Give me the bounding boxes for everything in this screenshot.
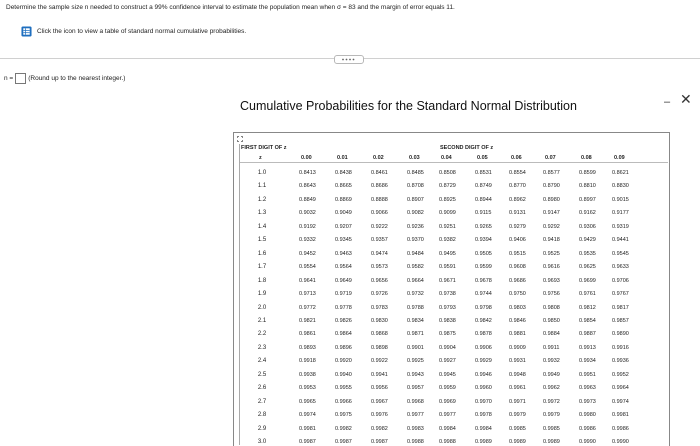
table-cell: 0.9162 xyxy=(579,210,596,217)
table-cell: 0.9922 xyxy=(371,358,388,365)
table-cell: 0.9649 xyxy=(335,277,352,284)
table-cell: 0.9986 xyxy=(579,425,596,432)
column-header: 0.03 xyxy=(409,155,420,161)
table-cell: 0.8830 xyxy=(612,183,629,190)
table-cell: 0.9896 xyxy=(335,344,352,351)
table-cell: 0.9656 xyxy=(371,277,388,284)
table-cell: 0.9966 xyxy=(335,398,352,405)
table-cell: 0.8980 xyxy=(543,196,560,203)
table-cell: 0.9147 xyxy=(543,210,560,217)
row-z-label: 2.0 xyxy=(257,304,267,311)
table-cell: 0.9484 xyxy=(407,250,424,257)
table-cell: 0.9236 xyxy=(407,223,424,230)
table-cell: 0.9973 xyxy=(579,398,596,405)
table-cell: 0.9292 xyxy=(543,223,560,230)
table-cell: 0.9969 xyxy=(439,398,456,405)
table-cell: 0.9983 xyxy=(407,425,424,432)
table-cell: 0.9987 xyxy=(371,439,388,445)
table-cell: 0.9535 xyxy=(579,250,596,257)
table-cell: 0.9948 xyxy=(509,371,526,378)
table-cell: 0.9394 xyxy=(475,237,492,244)
table-cell: 0.9306 xyxy=(579,223,596,230)
table-cell: 0.9918 xyxy=(299,358,316,365)
table-cell: 0.9756 xyxy=(543,291,560,298)
table-cell: 0.8869 xyxy=(335,196,352,203)
table-cell: 0.9049 xyxy=(335,210,352,217)
table-cell: 0.9599 xyxy=(475,264,492,271)
table-cell: 0.9987 xyxy=(335,439,352,445)
table-cell: 0.9750 xyxy=(509,291,526,298)
table-cell: 0.9949 xyxy=(543,371,560,378)
table-cell: 0.9909 xyxy=(509,344,526,351)
table-cell: 0.9990 xyxy=(612,439,629,445)
table-cell: 0.9976 xyxy=(371,412,388,419)
row-z-label: 2.1 xyxy=(257,317,267,324)
table-cell: 0.9990 xyxy=(579,439,596,445)
table-cell: 0.9985 xyxy=(543,425,560,432)
table-cell: 0.9761 xyxy=(579,291,596,298)
table-cell: 0.9913 xyxy=(579,344,596,351)
table-cell: 0.8485 xyxy=(407,170,424,176)
table-cell: 0.9989 xyxy=(509,439,526,445)
table-cell: 0.9965 xyxy=(299,398,316,405)
table-cell: 0.8749 xyxy=(475,183,492,190)
table-cell: 0.9982 xyxy=(371,425,388,432)
table-cell: 0.9938 xyxy=(299,371,316,378)
row-z-label: 2.8 xyxy=(257,412,267,419)
table-cell: 0.9345 xyxy=(335,237,352,244)
table-cell: 0.9842 xyxy=(475,317,492,324)
table-cell: 0.9963 xyxy=(579,385,596,392)
table-cell: 0.9015 xyxy=(612,196,629,203)
column-header: 0.04 xyxy=(441,155,452,161)
table-cell: 0.9616 xyxy=(543,264,560,271)
table-cell: 0.9032 xyxy=(299,210,316,217)
table-cell: 0.9920 xyxy=(335,358,352,365)
table-cell: 0.9931 xyxy=(509,358,526,365)
table-cell: 0.8438 xyxy=(335,170,352,176)
table-cell: 0.9934 xyxy=(579,358,596,365)
table-cell: 0.9554 xyxy=(299,264,316,271)
table-cell: 0.8849 xyxy=(299,196,316,203)
table-cell: 0.8621 xyxy=(612,170,629,176)
table-cell: 0.9192 xyxy=(299,223,316,230)
table-cell: 0.9929 xyxy=(475,358,492,365)
column-header: 0.06 xyxy=(511,155,522,161)
table-cell: 0.9968 xyxy=(407,398,424,405)
table-cell: 0.9418 xyxy=(543,237,560,244)
hint-text: Click the icon to view a table of standard normal cumulative probabilities. xyxy=(37,27,247,35)
row-z-label: 2.3 xyxy=(257,344,267,351)
table-cell: 0.9783 xyxy=(371,304,388,311)
table-cell: 0.9878 xyxy=(475,331,492,338)
table-cell: 0.9984 xyxy=(439,425,456,432)
table-cell: 0.9066 xyxy=(371,210,388,217)
table-cell: 0.9961 xyxy=(509,385,526,392)
table-cell: 0.9974 xyxy=(299,412,316,419)
table-cell: 0.8461 xyxy=(371,170,388,176)
table-cell: 0.9987 xyxy=(299,439,316,445)
table-cell: 0.9871 xyxy=(407,331,424,338)
answer-input[interactable] xyxy=(15,73,26,84)
table-cell: 0.9890 xyxy=(612,331,629,338)
column-header: 0.00 xyxy=(301,155,312,161)
row-z-label: 1.0 xyxy=(257,170,267,176)
row-z-label: 2.7 xyxy=(257,398,267,405)
table-cell: 0.9370 xyxy=(407,237,424,244)
table-cell: 0.9821 xyxy=(299,317,316,324)
table-cell: 0.9767 xyxy=(612,291,629,298)
row-z-label: 2.4 xyxy=(257,358,267,365)
table-cell: 0.8997 xyxy=(579,196,596,203)
table-cell: 0.8686 xyxy=(371,183,388,190)
table-cell: 0.9177 xyxy=(612,210,629,217)
row-z-label: 3.0 xyxy=(257,439,267,445)
table-cell: 0.9115 xyxy=(475,210,492,217)
table-cell: 0.9732 xyxy=(407,291,424,298)
row-z-label: 2.6 xyxy=(257,385,267,392)
table-cell: 0.9967 xyxy=(371,398,388,405)
table-cell: 0.9591 xyxy=(439,264,456,271)
table-cell: 0.9817 xyxy=(612,304,629,311)
more-button[interactable] xyxy=(334,55,364,64)
table-cell: 0.9834 xyxy=(407,317,424,324)
table-cell: 0.9854 xyxy=(579,317,596,324)
table-cell: 0.9904 xyxy=(439,344,456,351)
row-z-label: 1.3 xyxy=(257,210,267,217)
column-header: 0.09 xyxy=(614,155,625,161)
table-hint-row[interactable] xyxy=(21,24,246,38)
table-cell: 0.9927 xyxy=(439,358,456,365)
table-cell: 0.9857 xyxy=(612,317,629,324)
table-cell: 0.9916 xyxy=(612,344,629,351)
table-cell: 0.8643 xyxy=(299,183,316,190)
table-cell: 0.9979 xyxy=(543,412,560,419)
close-button[interactable]: ✕ xyxy=(680,91,692,107)
table-cell: 0.9960 xyxy=(475,385,492,392)
table-cell: 0.9429 xyxy=(579,237,596,244)
table-cell: 0.9131 xyxy=(509,210,526,217)
table-cell: 0.8554 xyxy=(509,170,526,176)
expand-icon[interactable] xyxy=(237,136,243,142)
table-cell: 0.8888 xyxy=(371,196,388,203)
table-cell: 0.9951 xyxy=(579,371,596,378)
table-cell: 0.9830 xyxy=(371,317,388,324)
table-cell: 0.9985 xyxy=(509,425,526,432)
table-cell: 0.9452 xyxy=(299,250,316,257)
table-cell: 0.9713 xyxy=(299,291,316,298)
table-cell: 0.9441 xyxy=(612,237,629,244)
table-cell: 0.9988 xyxy=(439,439,456,445)
row-z-label: 1.8 xyxy=(257,277,267,284)
table-cell: 0.8770 xyxy=(509,183,526,190)
table-cell: 0.9812 xyxy=(579,304,596,311)
table-cell: 0.9989 xyxy=(475,439,492,445)
table-cell: 0.9953 xyxy=(299,385,316,392)
table-cell: 0.9826 xyxy=(335,317,352,324)
answer-suffix: (Round up to the nearest integer.) xyxy=(28,75,126,82)
table-cell: 0.9989 xyxy=(543,439,560,445)
dots-icon xyxy=(341,58,357,61)
table-cell: 0.9850 xyxy=(543,317,560,324)
table-cell: 0.9974 xyxy=(612,398,629,405)
table-cell: 0.9382 xyxy=(439,237,456,244)
table-cell: 0.9887 xyxy=(579,331,596,338)
table-cell: 0.9932 xyxy=(543,358,560,365)
table-cell: 0.9984 xyxy=(475,425,492,432)
z-header: z xyxy=(259,155,262,161)
table-cell: 0.9956 xyxy=(371,385,388,392)
table-cell: 0.9793 xyxy=(439,304,456,311)
table-cell: 0.9778 xyxy=(335,304,352,311)
table-cell: 0.9952 xyxy=(612,371,629,378)
table-cell: 0.9664 xyxy=(407,277,424,284)
table-cell: 0.9332 xyxy=(299,237,316,244)
column-header: 0.02 xyxy=(373,155,384,161)
table-cell: 0.9251 xyxy=(439,223,456,230)
table-cell: 0.9719 xyxy=(335,291,352,298)
table-cell: 0.9726 xyxy=(371,291,388,298)
table-cell: 0.8531 xyxy=(475,170,492,176)
table-cell: 0.9898 xyxy=(371,344,388,351)
table-cell: 0.9957 xyxy=(407,385,424,392)
table-cell: 0.9955 xyxy=(335,385,352,392)
table-cell: 0.8944 xyxy=(475,196,492,203)
table-cell: 0.8790 xyxy=(543,183,560,190)
table-cell: 0.9505 xyxy=(475,250,492,257)
table-cell: 0.9981 xyxy=(612,412,629,419)
table-cell: 0.9901 xyxy=(407,344,424,351)
column-header: 0.07 xyxy=(545,155,556,161)
table-cell: 0.9738 xyxy=(439,291,456,298)
table-cell: 0.9838 xyxy=(439,317,456,324)
table-cell: 0.8962 xyxy=(509,196,526,203)
table-cell: 0.9978 xyxy=(475,412,492,419)
table-cell: 0.9699 xyxy=(579,277,596,284)
first-digit-header: FIRST DIGIT OF z xyxy=(241,145,287,151)
answer-row xyxy=(4,73,125,84)
table-cell: 0.9975 xyxy=(335,412,352,419)
row-z-label: 2.2 xyxy=(257,331,267,338)
table-cell: 0.9875 xyxy=(439,331,456,338)
table-cell: 0.9988 xyxy=(407,439,424,445)
table-cell: 0.9980 xyxy=(579,412,596,419)
table-cell: 0.9222 xyxy=(371,223,388,230)
table-cell: 0.9207 xyxy=(335,223,352,230)
question-text: Determine the sample size n needed to construct a 99% confidence interval to estimate the population mean when σ = 83 and the margin of error equals 11. xyxy=(6,4,455,11)
table-cell: 0.9861 xyxy=(299,331,316,338)
table-cell: 0.9582 xyxy=(407,264,424,271)
table-cell: 0.9925 xyxy=(407,358,424,365)
table-cell: 0.9977 xyxy=(407,412,424,419)
minimize-button[interactable]: – xyxy=(664,96,671,108)
table-cell: 0.9982 xyxy=(335,425,352,432)
table-cell: 0.9686 xyxy=(509,277,526,284)
table-cell: 0.9608 xyxy=(509,264,526,271)
modal-title: Cumulative Probabilities for the Standard Normal Distribution xyxy=(240,99,577,113)
row-z-label: 1.7 xyxy=(257,264,267,271)
row-z-label: 1.9 xyxy=(257,291,267,298)
table-cell: 0.9946 xyxy=(475,371,492,378)
column-header: 0.01 xyxy=(337,155,348,161)
table-cell: 0.8729 xyxy=(439,183,456,190)
table-cell: 0.9545 xyxy=(612,250,629,257)
table-cell: 0.9772 xyxy=(299,304,316,311)
table-cell: 0.9959 xyxy=(439,385,456,392)
table-cell: 0.9693 xyxy=(543,277,560,284)
table-cell: 0.9945 xyxy=(439,371,456,378)
table-cell: 0.9936 xyxy=(612,358,629,365)
table-cell: 0.9474 xyxy=(371,250,388,257)
table-cell: 0.9082 xyxy=(407,210,424,217)
table-cell: 0.8907 xyxy=(407,196,424,203)
table-cell: 0.9744 xyxy=(475,291,492,298)
row-z-label: 2.5 xyxy=(257,371,267,378)
table-cell: 0.9564 xyxy=(335,264,352,271)
row-z-label: 1.4 xyxy=(257,223,267,230)
table-cell: 0.9279 xyxy=(509,223,526,230)
table-cell: 0.9788 xyxy=(407,304,424,311)
row-z-label: 1.2 xyxy=(257,196,267,203)
table-cell: 0.9970 xyxy=(475,398,492,405)
table-cell: 0.8599 xyxy=(579,170,596,176)
table-cell: 0.9986 xyxy=(612,425,629,432)
table-cell: 0.9463 xyxy=(335,250,352,257)
table-cell: 0.9515 xyxy=(509,250,526,257)
table-cell: 0.9943 xyxy=(407,371,424,378)
table-cell: 0.9868 xyxy=(371,331,388,338)
table-cell: 0.9625 xyxy=(579,264,596,271)
table-cell: 0.9911 xyxy=(543,344,560,351)
table-cell: 0.9803 xyxy=(509,304,526,311)
table-cell: 0.9573 xyxy=(371,264,388,271)
table-cell: 0.8810 xyxy=(579,183,596,190)
table-cell: 0.9678 xyxy=(475,277,492,284)
table-icon[interactable] xyxy=(21,26,32,37)
table-cell: 0.9495 xyxy=(439,250,456,257)
table-cell: 0.8577 xyxy=(543,170,560,176)
table-cell: 0.9981 xyxy=(299,425,316,432)
table-cell: 0.9633 xyxy=(612,264,629,271)
row-z-label: 1.5 xyxy=(257,237,267,244)
table-cell: 0.8925 xyxy=(439,196,456,203)
table-cell: 0.9972 xyxy=(543,398,560,405)
table-cell: 0.9641 xyxy=(299,277,316,284)
table-cell: 0.9798 xyxy=(475,304,492,311)
table-cell: 0.9808 xyxy=(543,304,560,311)
table-cell: 0.9099 xyxy=(439,210,456,217)
table-cell: 0.9906 xyxy=(475,344,492,351)
table-cell: 0.9406 xyxy=(509,237,526,244)
table-cell: 0.8413 xyxy=(299,170,316,176)
table-cell: 0.9977 xyxy=(439,412,456,419)
header-rule xyxy=(240,162,668,163)
table-cell: 0.9671 xyxy=(439,277,456,284)
table-cell: 0.9964 xyxy=(612,385,629,392)
column-header: 0.05 xyxy=(477,155,488,161)
second-digit-header: SECOND DIGIT OF z xyxy=(440,145,494,151)
table-cell: 0.9941 xyxy=(371,371,388,378)
row-z-label: 2.9 xyxy=(257,425,267,432)
table-cell: 0.9962 xyxy=(543,385,560,392)
table-cell: 0.9357 xyxy=(371,237,388,244)
row-z-label: 1.1 xyxy=(257,183,267,190)
table-cell: 0.9971 xyxy=(509,398,526,405)
table-cell: 0.9265 xyxy=(475,223,492,230)
table-cell: 0.9706 xyxy=(612,277,629,284)
row-z-label: 1.6 xyxy=(257,250,267,257)
table-inner-border xyxy=(239,144,240,445)
table-cell: 0.9525 xyxy=(543,250,560,257)
table-cell: 0.9881 xyxy=(509,331,526,338)
table-cell: 0.8508 xyxy=(439,170,456,176)
table-cell: 0.9846 xyxy=(509,317,526,324)
table-cell: 0.9319 xyxy=(612,223,629,230)
table-cell: 0.9979 xyxy=(509,412,526,419)
table-cell: 0.9940 xyxy=(335,371,352,378)
column-header: 0.08 xyxy=(581,155,592,161)
table-cell: 0.9884 xyxy=(543,331,560,338)
table-cell: 0.9893 xyxy=(299,344,316,351)
table-cell: 0.8665 xyxy=(335,183,352,190)
table-cell: 0.8708 xyxy=(407,183,424,190)
table-cell: 0.9864 xyxy=(335,331,352,338)
answer-prefix: n = xyxy=(4,75,14,82)
